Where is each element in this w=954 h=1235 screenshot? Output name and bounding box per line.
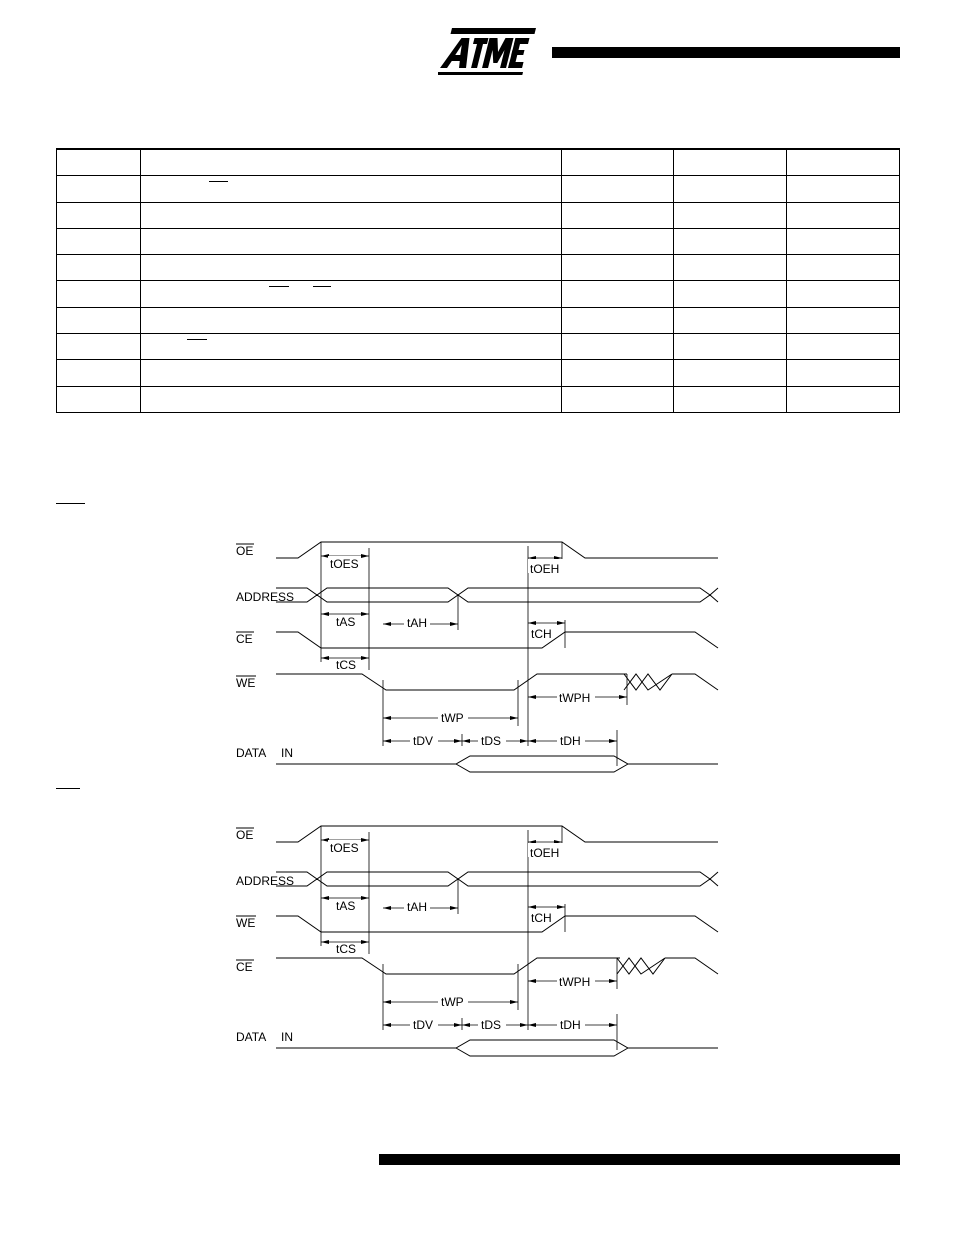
timing-label-toes: tOES — [330, 841, 359, 855]
timing-label-tch: tCH — [531, 911, 552, 925]
table-row — [57, 202, 900, 228]
timing-label-tdh: tDH — [560, 734, 581, 748]
overline-mark — [313, 286, 331, 287]
table-row — [57, 334, 900, 360]
timing-label-tdh: tDH — [560, 1018, 581, 1032]
timing-label-tah: tAH — [407, 616, 428, 630]
table-row — [57, 281, 900, 307]
signal-label-oe: OE — [236, 544, 254, 558]
table-row — [57, 307, 900, 333]
timing-label-twph: tWPH — [559, 691, 591, 705]
signal-label-data: DATA — [236, 746, 267, 760]
oe-waveform — [276, 826, 718, 842]
overline-mark — [269, 286, 289, 287]
timing-label-tds: tDS — [481, 1018, 502, 1032]
timing-label-tch: tCH — [531, 627, 552, 641]
atmel-logo — [438, 28, 538, 78]
timing-label-tas: tAS — [336, 615, 356, 629]
write-timing-diagram-1 — [0, 530, 954, 780]
table-row — [57, 255, 900, 281]
overline-mark — [187, 339, 207, 340]
ac-characteristics-table — [56, 148, 900, 413]
table-row — [57, 176, 900, 202]
section-heading-mark-2 — [56, 788, 80, 789]
oe-waveform — [276, 542, 718, 558]
signal-label-ctrl2: WE — [236, 676, 256, 690]
signal-label-data-suffix: IN — [281, 746, 293, 760]
ctrl2-waveform — [276, 674, 627, 690]
ctrl2-waveform — [276, 958, 620, 974]
data-waveform — [276, 1040, 718, 1048]
timing-label-twp: tWP — [441, 995, 464, 1009]
signal-label-data: DATA — [236, 1030, 267, 1044]
timing-label-tdv: tDV — [413, 1018, 434, 1032]
signal-label-ctrl2: CE — [236, 960, 253, 974]
timing-label-tcs: tCS — [336, 942, 357, 956]
signal-label-oe: OE — [236, 828, 254, 842]
footer-rule — [379, 1154, 900, 1165]
signal-label-data-suffix: IN — [281, 1030, 293, 1044]
signal-label-ctrl1: WE — [236, 916, 256, 930]
timing-label-tdv: tDV — [413, 734, 434, 748]
table-row — [57, 228, 900, 254]
timing-label-toes: tOES — [330, 557, 359, 571]
address-waveform-upper — [276, 872, 718, 879]
table-header-row — [57, 149, 900, 176]
ctrl1-waveform — [276, 632, 718, 648]
timing-label-tah: tAH — [407, 900, 428, 914]
section-heading-mark-1 — [56, 503, 85, 504]
timing-label-tds: tDS — [481, 734, 502, 748]
timing-label-tas: tAS — [336, 899, 356, 913]
timing-label-twp: tWP — [441, 711, 464, 725]
timing-label-toeh: tOEH — [530, 846, 560, 860]
table-row — [57, 386, 900, 412]
table-row — [57, 360, 900, 386]
write-timing-diagram-2 — [0, 814, 954, 1064]
timing-label-tcs: tCS — [336, 658, 357, 672]
timing-label-toeh: tOEH — [530, 562, 560, 576]
ctrl1-waveform — [276, 916, 718, 932]
signal-label-address: ADDRESS — [236, 874, 295, 888]
overline-mark — [209, 181, 228, 182]
timing-label-twph: tWPH — [559, 975, 591, 989]
signal-label-address: ADDRESS — [236, 590, 295, 604]
data-waveform — [276, 756, 718, 764]
header-rule — [552, 47, 900, 58]
signal-label-ctrl1: CE — [236, 632, 253, 646]
address-waveform-upper — [276, 588, 718, 595]
